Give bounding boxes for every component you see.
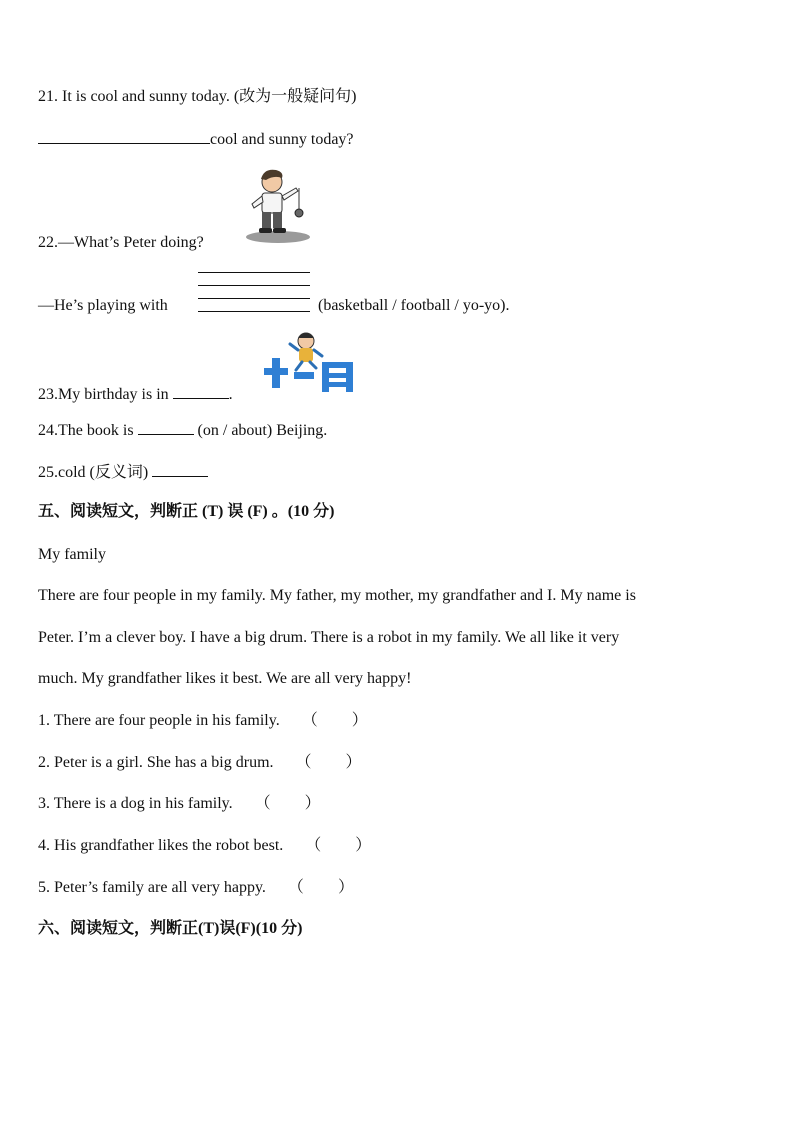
question-25-prefix: 25.cold (反义词) [38, 464, 149, 481]
question-21-prompt: 21. It is cool and sunny today. (改为一般疑问句) [38, 88, 357, 105]
passage-line-2: Peter. I’m a clever boy. I have a big drum. There is a robot in my family. We all like it very [38, 629, 620, 646]
section-5-heading: 五、阅读短文，判断正 (T) 误 (F) 。(10 分) [38, 503, 335, 520]
answer-parentheses[interactable]: （ ） [287, 879, 354, 896]
statement-text: 2. Peter is a girl. She has a big drum. [38, 754, 274, 771]
passage-title: My family [38, 546, 106, 563]
statement-text: 1. There are four people in his family. [38, 712, 280, 729]
answer-blank[interactable] [198, 299, 310, 312]
question-24-line [38, 420, 327, 441]
question-22-options: (basketball / football / yo-yo). [318, 297, 510, 314]
question-22-answer-prefix: —He’s playing with [38, 297, 168, 314]
boy-playing-yoyo-image [244, 166, 312, 244]
question-24-prefix: 24.The book is [38, 422, 134, 439]
section-6-heading: 六、阅读短文，判断正(T)误(F)(10 分) [38, 920, 303, 937]
question-22-prompt: 22.—What’s Peter doing? [38, 234, 204, 251]
passage-line-1: There are four people in my family. My father, my mother, my grandfather and I. My name is [38, 587, 636, 604]
answer-blank[interactable] [198, 260, 310, 273]
passage-line-3: much. My grandfather likes it best. We are all very happy! [38, 670, 412, 687]
statement-4 [38, 836, 371, 856]
answer-parentheses[interactable]: （ ） [305, 837, 372, 854]
answer-blank[interactable] [173, 384, 229, 399]
answer-blank[interactable] [198, 273, 310, 286]
answer-blank[interactable] [38, 129, 210, 144]
question-23-suffix: . [228, 386, 233, 403]
answer-parentheses[interactable]: （ ） [254, 795, 321, 812]
answer-blank-stack[interactable] [198, 260, 310, 312]
question-23-prefix: 23.My birthday is in [38, 386, 169, 403]
question-25-line [38, 462, 208, 483]
answer-parentheses[interactable]: （ ） [295, 754, 362, 771]
statement-text: 4. His grandfather likes the robot best. [38, 837, 284, 854]
question-21-answer-line [38, 129, 354, 150]
answer-parentheses[interactable]: （ ） [301, 712, 368, 729]
statement-3 [38, 794, 321, 814]
question-24-suffix: (on / about) Beijing. [197, 422, 328, 439]
statement-text: 5. Peter’s family are all very happy. [38, 879, 266, 896]
statement-5 [38, 878, 354, 898]
answer-blank[interactable] [138, 420, 194, 435]
answer-blank[interactable] [152, 462, 208, 477]
question-23-line [38, 384, 233, 405]
statement-1 [38, 711, 368, 731]
statement-text: 3. There is a dog in his family. [38, 795, 233, 812]
answer-blank[interactable] [198, 286, 310, 299]
question-21-answer-suffix: cool and sunny today? [210, 131, 354, 148]
november-calendar-image [262, 328, 358, 398]
statement-2 [38, 753, 362, 773]
